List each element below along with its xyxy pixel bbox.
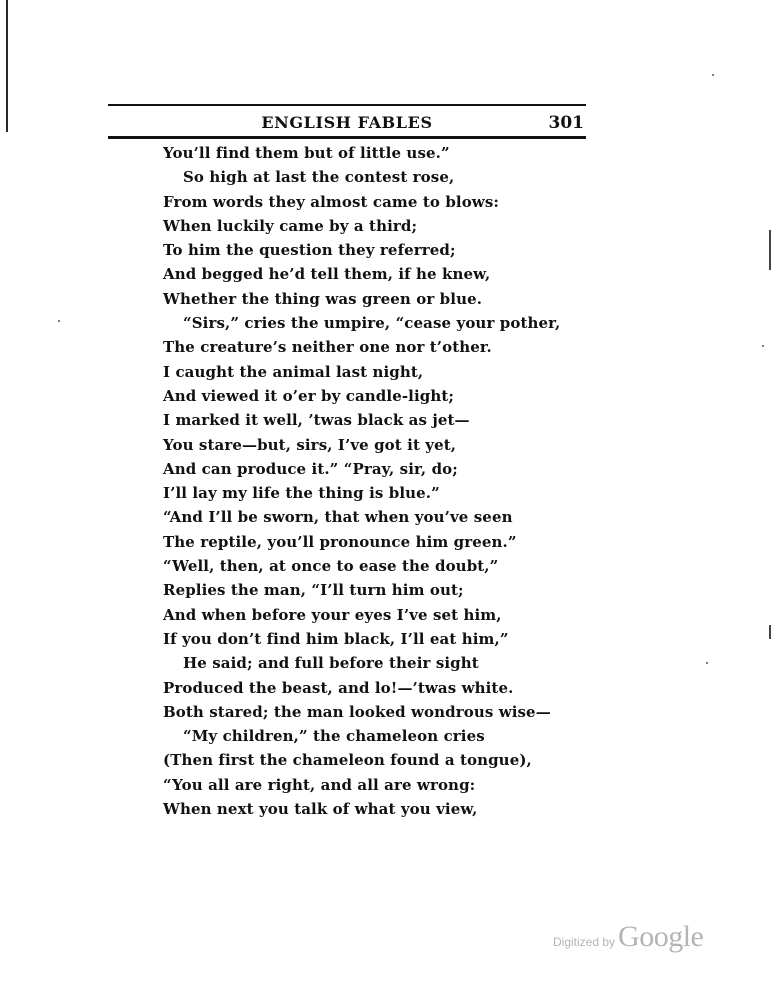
poem-line: And begged he’d tell them, if he knew,: [163, 265, 491, 284]
poem-line: And viewed it o’er by candle-light;: [163, 386, 455, 405]
poem-line: And can produce it.” “Pray, sir, do;: [163, 459, 458, 478]
poem-line: “Sirs,” cries the umpire, “cease your pother,: [183, 314, 561, 333]
poem-line: When luckily came by a third;: [163, 216, 418, 235]
margin-mark: [769, 230, 771, 270]
header-rule-bottom: [108, 136, 586, 139]
poem-line: “Well, then, at once to ease the doubt,”: [163, 557, 499, 576]
poem-line: If you don’t find him black, I’ll eat him,”: [163, 629, 509, 648]
page-edge-line: [6, 0, 8, 132]
page-header: [108, 104, 586, 140]
digitized-watermark: [553, 920, 703, 960]
poem-line: You’ll find them but of little use.”: [163, 144, 450, 162]
poem-line: Both stared; the man looked wondrous wise—: [163, 702, 551, 721]
running-title: ENGLISH FABLES: [261, 113, 433, 132]
margin-mark: [769, 625, 771, 639]
poem-line: “My children,” the chameleon cries: [183, 727, 485, 746]
speck: [762, 345, 764, 347]
poem-line: I marked it well, ’twas black as jet—: [163, 411, 470, 430]
watermark-prefix: Digitized by: [553, 935, 616, 949]
poem-line: You stare—but, sirs, I’ve got it yet,: [163, 435, 457, 454]
poem-line: The reptile, you’ll pronounce him green.”: [163, 532, 517, 551]
page-number: 301: [548, 113, 584, 133]
poem-line: From words they almost came to blows:: [163, 192, 499, 211]
poem-line: (Then first the chameleon found a tongue),: [163, 751, 532, 770]
poem-line: Produced the beast, and lo!—’twas white.: [163, 678, 514, 697]
watermark-brand: Google: [618, 920, 704, 953]
poem-line: “You all are right, and all are wrong:: [163, 775, 476, 794]
poem-line: “And I’ll be sworn, that when you’ve seen: [163, 508, 513, 527]
speck: [58, 320, 60, 322]
speck: [712, 74, 714, 76]
poem-text: [163, 141, 561, 821]
poem-line: He said; and full before their sight: [183, 654, 479, 673]
poem-line: To him the question they referred;: [163, 241, 456, 260]
poem-line: And when before your eyes I’ve set him,: [163, 605, 502, 624]
poem-line: Whether the thing was green or blue.: [163, 289, 483, 308]
header-rule-top: [108, 104, 586, 106]
poem-line: Replies the man, “I’ll turn him out;: [163, 581, 464, 600]
poem-line: I caught the animal last night,: [163, 362, 424, 381]
poem-line: When next you talk of what you view,: [163, 800, 478, 819]
poem-line: I’ll lay my life the thing is blue.”: [163, 484, 440, 503]
poem-line: So high at last the contest rose,: [183, 168, 455, 187]
speck: [706, 662, 708, 664]
poem-line: The creature’s neither one nor t’other.: [163, 338, 492, 357]
